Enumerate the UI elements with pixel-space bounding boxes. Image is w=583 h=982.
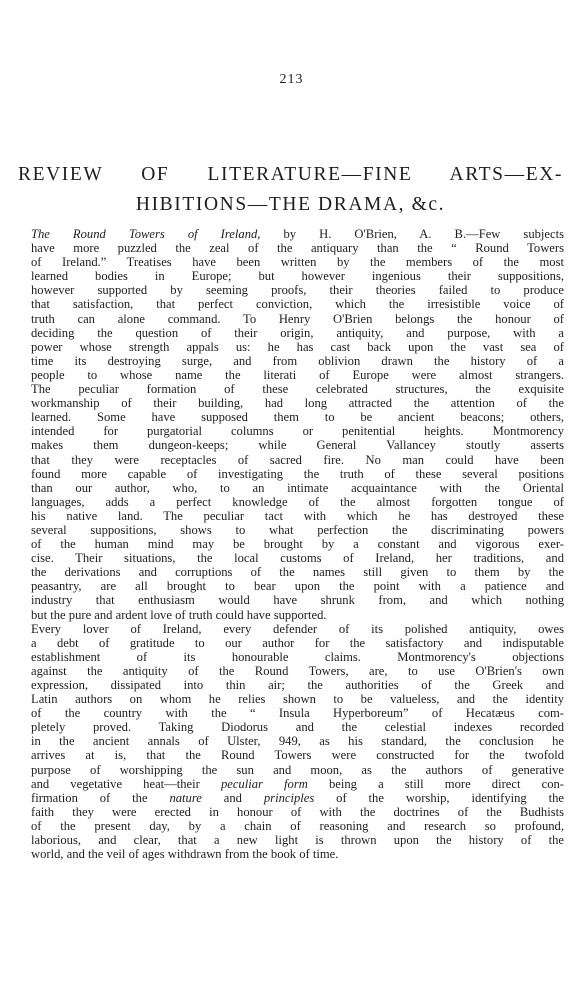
text-line: time its destroying surge, and from oblivion drawn the history of a [31, 353, 564, 368]
text-line: against the antiquity of the Round Towers, are, to use O'Brien's own [31, 663, 564, 678]
text-line: his native land. The peculiar tact with which he has destroyed these [31, 508, 564, 523]
text-line: pletely proved. Taking Diodorus and the celestial indexes recorded [31, 720, 564, 735]
text-line: purpose of worshipping the sun and moon, as the authors of generative [31, 762, 564, 777]
text-line: peasantry, are all brought to bear upon the point with a patience and [31, 579, 564, 594]
text-line: truth can alone command. To Henry O'Brien belongs the honour of [31, 311, 564, 326]
text-line: people to whose name the literati of Europe were almost strangers. [31, 367, 564, 382]
text-line: Every lover of Ireland, every defender of its polished antiquity, owes [31, 621, 564, 636]
text-line: faith they were erected in honour of with the doctrines of the Budhists [31, 804, 564, 819]
text-line: makes them dungeon-keeps; while General Vallancey stoutly asserts [31, 438, 564, 453]
heading-line-2: HIBITIONS—THE DRAMA, &c. [135, 194, 446, 215]
text-line: have more puzzled the zeal of the antiquary than the “ Round Towers [31, 241, 564, 256]
text-line: in the ancient annals of Ulster, 949, as his standard, the conclusion he [31, 734, 564, 749]
text-line: but the pure and ardent love of truth could have supported. [31, 607, 327, 622]
book-title: The Round Towers of Ireland, [31, 227, 261, 241]
paragraph-1-line-1: The Round Towers of Ireland, by H. O'Brien, A. B.—Few subjects [31, 227, 565, 241]
text-line: of the country with the “ Insula Hyperboreum” of Hecatæus com- [31, 706, 564, 721]
text-line: Latin authors on whom he relies shown to be valueless, and the identity [31, 692, 564, 707]
text-line: world, and the veil of ages withdrawn from the book of time. [31, 847, 339, 862]
article-body [19, 227, 564, 861]
text-line: learned. Some have supposed them to be ancient beacons; others, [31, 410, 564, 425]
text-line: cise. Their situations, the local customs of Ireland, her traditions, and [31, 551, 564, 566]
text-line: intended for purgatorial columns or penitential heights. Montmorency [31, 424, 564, 439]
text-line: of the present day, by a chain of reasoning and research so profound, [31, 818, 564, 833]
text-line: found more capable of investigating the truth of these several positions [31, 466, 564, 481]
text-line: establishment of its honourable claims. Montmorency's objections [31, 649, 564, 664]
text-line: several suppositions, shows to what perfection the discriminating powers [31, 522, 564, 537]
heading-line-1: REVIEW OF LITERATURE—FINE ARTS—EX- [18, 164, 563, 185]
text-line: of Ireland.” Treatises have been written by the members of the most [31, 255, 564, 270]
section-heading [18, 160, 563, 220]
text-line: deciding the question of their origin, antiquity, and purpose, with a [31, 325, 564, 340]
text-line: The peculiar formation of these celebrated structures, the exquisite [31, 382, 564, 397]
text-line: the derivations and corruptions of the names still given to them by the [31, 565, 564, 580]
text-line: firmation of the nature and principles of the worship, identifying the [31, 790, 565, 805]
text-line: laborious, and clear, that a new light is thrown upon the history of the [31, 833, 564, 848]
text-line: industry that enthusiasm would have shrunk from, and which nothing [31, 593, 564, 608]
text-line: arrives at is, that the Round Towers were constructed for the twofold [31, 748, 564, 763]
page-number: 213 [279, 72, 304, 87]
text-line: power whose strength appals us: he has cast back upon the vast sea of [31, 339, 564, 354]
text-line: expression, dissipated into thin air; the authorities of the Greek and [31, 678, 564, 692]
text-line: workmanship of their building, had long attracted the attention of the [31, 396, 564, 411]
text-line: a debt of gratitude to our author for the satisfactory and indisputable [31, 635, 564, 650]
text-line: and vegetative heat—their peculiar form being a still more direct con- [31, 776, 564, 791]
paragraph-1 [19, 227, 564, 622]
text-line: languages, adds a perfect knowledge of the almost forgotten tongue of [31, 494, 564, 509]
text-line: than our author, who, to an intimate acquaintance with the Oriental [31, 480, 564, 495]
text-line: however supported by seeming proofs, their theories failed to produce [31, 283, 564, 298]
text-line: learned bodies in Europe; but however ingenious their suppositions, [31, 269, 564, 284]
text-line: that satisfaction, that perfect conviction, which the irresistible voice of [31, 297, 564, 312]
text-line: that they were receptacles of sacred fire. No man could have been [31, 452, 564, 467]
paragraph-2 [19, 622, 564, 862]
text-line: of the human mind may be brought by a constant and vigorous exer- [31, 537, 564, 552]
